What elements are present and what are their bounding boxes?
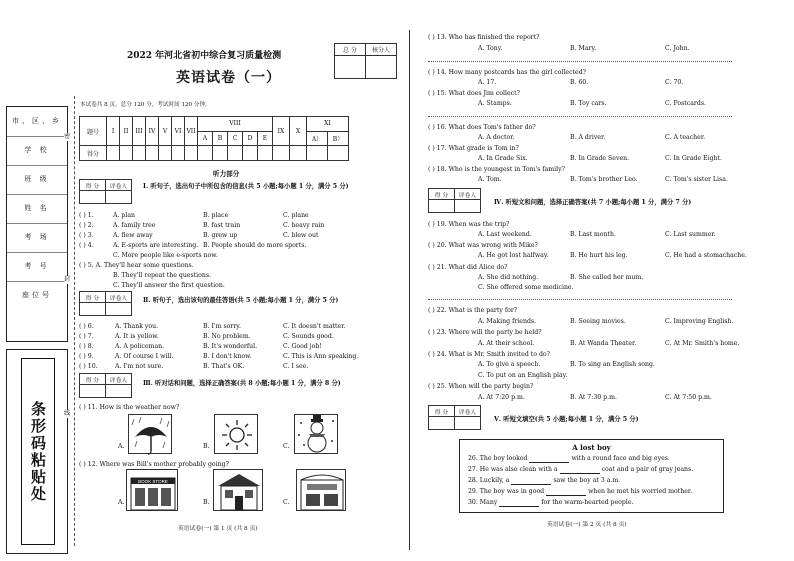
text-right-items-5-q: ( ) 18. Who is the youngest in Tom's family? (428, 166, 565, 173)
barcode-label: 条形码粘贴处 (21, 358, 55, 545)
text-score_table-numerals-0: I (107, 117, 120, 146)
text-listening-sec3-opts-1[interactable]: B. (203, 499, 210, 506)
section-1-title: Ⅰ. 听句子，选出句子中所包含的信息(共 5 小题;每小题 1 分，满分 5 分) (143, 183, 349, 190)
text-right-items-5-c[interactable]: C. Tom's sister Lisa. (665, 176, 728, 183)
text-right-items-2-q: ( ) 15. What does Jim collect? (428, 90, 520, 97)
text-listening-sec2-items-1-b[interactable]: B. No problem. (203, 333, 251, 340)
grader-box-5 (428, 405, 481, 430)
grader-box-2 (79, 291, 132, 316)
text-right-q21: ( ) 21. What did Alice do? (428, 264, 508, 271)
sun-icon[interactable] (214, 414, 258, 454)
text-listening-sec1-items-1-a[interactable]: A. family tree (113, 222, 156, 229)
text-listening-sec2-items-0-p: ( ) 6. (79, 323, 94, 330)
text-right-q25opts-1[interactable]: B. At 7:30 p.m. (570, 394, 617, 401)
text-listening-sec2-items-4-p: ( ) 10. (79, 363, 98, 370)
section-4-title: Ⅳ. 听短文和问题，选择正确答案(共 7 小题;每小题 1 分，满分 7 分) (494, 199, 692, 206)
text-score_table-viii_sub-1: B (213, 131, 228, 146)
text-right-story_lines-1-0: 27. He was also clean with a (468, 466, 558, 473)
text-right-items3-0-b[interactable]: B. Seeing movies. (570, 318, 626, 325)
text-listening-sec3-opts-2[interactable]: C. (283, 499, 290, 506)
text-right-story_lines-1-1: coat and a pair of gray jeans. (601, 466, 694, 473)
shop-icon[interactable] (296, 469, 346, 511)
text-right-items-4-a[interactable]: A. In Grade Six. (478, 155, 528, 162)
text-right-q25opts-0[interactable]: A. At 7:20 p.m. (478, 394, 525, 401)
text-listening-sec1-items-0-c[interactable]: C. plane (283, 212, 309, 219)
field-name[interactable] (7, 194, 67, 224)
text-right-q24c[interactable]: C. To put on an English play. (478, 372, 568, 379)
text-right-items-0-a[interactable]: A. Tony. (478, 45, 503, 52)
text-listening-sec3-opts-2[interactable]: C. (283, 443, 290, 450)
text-listening-sec2-items-2-a[interactable]: A. A policeman. (115, 343, 165, 350)
text-score_table-numerals-2: III (133, 117, 146, 146)
text-listening-sec1-items-1-b[interactable]: B. fast train (203, 222, 241, 229)
text-right-items2-0-b[interactable]: B. Last month. (570, 231, 616, 238)
text-right-items-0-q: ( ) 13. Who has finished the report? (428, 34, 540, 41)
text-right-q24a[interactable]: A. To give a speech. (478, 361, 541, 368)
text-right-items3-1-q: ( ) 23. Where will the party be held? (428, 329, 542, 336)
text-score_table-viii_sub-2: C (228, 131, 243, 146)
text-right-items-3-a[interactable]: A. A doctor. (478, 134, 515, 141)
text-right-items3-0-q: ( ) 22. What is the party for? (428, 307, 518, 314)
text-listening-sec3-opts-0[interactable]: A. (118, 499, 125, 506)
text-listening-sec1-items-2-a[interactable]: A. flew away (113, 232, 153, 239)
text-right-items-1-a[interactable]: A. 17. (478, 79, 497, 86)
field-class[interactable] (7, 165, 67, 195)
seal-mark-1: 密 (64, 133, 71, 140)
text-right-story_lines-0-1: with a round face and big eyes. (571, 455, 670, 462)
page-divider (409, 30, 410, 550)
text-listening-sec2-items-2-p: ( ) 8. (79, 343, 94, 350)
text-listening-sec2-items-0-a[interactable]: A. Thank you. (115, 323, 159, 330)
text-sidebar-fields-3: 姓 名 (24, 204, 50, 212)
text-score_table-numerals-5: VI (172, 117, 185, 146)
text-score_table-xi_label: XI (307, 117, 349, 132)
text-right-story_lines-2-0: 28. Luckily, a (468, 477, 510, 484)
text-listening-sec2-items-4-a[interactable]: A. I'm not sure. (115, 363, 164, 370)
text-right-items-3-b[interactable]: B. A driver. (570, 134, 606, 141)
text-right-items2-0-q: ( ) 19. When was the trip? (428, 221, 510, 228)
text-listening-sec2-items-4-c[interactable]: C. I see. (283, 363, 309, 370)
text-right-items-1-c[interactable]: C. 70. (665, 79, 684, 86)
text-listening-mini_labels-1: 评卷人 (106, 180, 132, 191)
paper-note: 本试卷共 8 页。总分 120 分，考试时间 120 分钟。 (80, 102, 211, 108)
text-listening-mini_labels-0: 得 分 (429, 189, 455, 200)
building-icon[interactable] (213, 469, 263, 511)
text-right-items2-1-c[interactable]: C. He had a stomachache. (665, 252, 747, 259)
text-score_table-viii_sub-0: A (198, 131, 213, 146)
text-listening-sec2-items-4-b[interactable]: B. That's OK. (203, 363, 245, 370)
text-right-items-1-b[interactable]: B. 60. (570, 79, 589, 86)
text-right-items3-0-c[interactable]: C. Improving English. (665, 318, 734, 325)
text-right-q25: ( ) 25. When will the party begin? (428, 383, 534, 390)
text-right-items2-0-a[interactable]: A. Last weekend. (478, 231, 532, 238)
question-11: ( ) 11. How is the weather now? (79, 404, 180, 411)
text-score_table-after-0: IX (273, 117, 290, 146)
listening-heading: 听力部分 (213, 170, 240, 178)
text-right-story_lines-3-1: when he met his worried mother. (588, 488, 693, 495)
text-listening-sec1-items-2-c[interactable]: C. blew out (283, 232, 319, 239)
text-right-q24: ( ) 24. What is Mr. Smith invited to do? (428, 351, 550, 358)
text-right-items-2-c[interactable]: C. Postcards. (665, 100, 706, 107)
text-right-q25opts-2[interactable]: C. At 7:50 p.m. (665, 394, 712, 401)
text-listening-sec1-q5-0[interactable]: ( ) 5. A. They'll hear some questions. (79, 262, 194, 269)
text-sidebar-fields-4: 考 场 (24, 233, 50, 241)
field-exam-room[interactable] (7, 223, 67, 253)
question-12: ( ) 12. Where was Bill's mother probably going? (79, 461, 229, 468)
text-right-items3-1-c[interactable]: C. At Mr. Smith's home. (665, 340, 740, 347)
exam-title: 2022 年河北省初中综合复习质量检测 (127, 51, 282, 61)
seal-mark-2: 封 (64, 276, 71, 283)
text-right-items-4-b[interactable]: B. In Grade Seven. (570, 155, 630, 162)
student-info-box (6, 106, 71, 342)
text-right-q21a[interactable]: A. She did nothing. (478, 274, 539, 281)
text-score_table-xi_sub-1: B） (328, 131, 349, 146)
total-score-box (334, 43, 397, 79)
text-score_table-after-1: X (290, 117, 307, 146)
text-right-story_lines-4-1: for the warm-hearted people. (541, 499, 634, 506)
text-right-q21c[interactable]: C. She offered some medicine. (478, 284, 574, 291)
text-listening-sec1-items-0-a[interactable]: A. plan (113, 212, 136, 219)
text-listening-sec2-items-1-c[interactable]: C. Sounds good. (283, 333, 334, 340)
text-sidebar-fields-0: 市、区、乡 (12, 117, 62, 125)
text-right-items-3-q: ( ) 16. What does Tom's father do? (428, 124, 536, 131)
text-listening-sec2-items-2-b[interactable]: B. It's wonderful. (203, 343, 258, 350)
text-listening-sec2-items-3-p: ( ) 9. (79, 353, 94, 360)
text-right-items2-1-a[interactable]: A. He got lost halfway. (478, 252, 549, 259)
text-listening-sec1-items-1-c[interactable]: C. heavy rain (283, 222, 325, 229)
footer-page-1: 英语试卷(一) 第 1 页 (共 8 页) (178, 526, 258, 532)
text-sidebar-fields-5: 考 号 (24, 262, 50, 270)
field-exam-number[interactable] (7, 252, 67, 282)
text-right-items-5-a[interactable]: A. Tom. (478, 176, 502, 183)
score-table (79, 116, 349, 161)
text-listening-sec2-items-3-b[interactable]: B. I don't know. (203, 353, 252, 360)
text-listening-sec2-items-0-b[interactable]: B. I'm sorry. (203, 323, 241, 330)
text-right-items-0-c[interactable]: C. John. (665, 45, 690, 52)
text-listening-sec2-items-1-a[interactable]: A. It is yellow. (115, 333, 159, 340)
text-score_table-row2_label: 得分 (80, 146, 107, 161)
text-listening-mini_labels-1: 评卷人 (455, 406, 481, 417)
text-right-items-0-b[interactable]: B. Mary. (570, 45, 597, 52)
text-right-items3-0-a[interactable]: A. Making friends. (478, 318, 537, 325)
text-listening-mini_labels-1: 评卷人 (455, 189, 481, 200)
text-right-items3-1-a[interactable]: A. At their school. (478, 340, 535, 347)
text-score_table-row1_label: 题号 (80, 117, 107, 146)
text-score_table-viii_sub-4: E (258, 131, 273, 146)
text-listening-sec2-items-1-p: ( ) 7. (79, 333, 94, 340)
seal-mark-3: 线 (64, 410, 71, 417)
text-right-items-4-c[interactable]: C. In Grade Eight. (665, 155, 722, 162)
text-header-score_labels-0: 总 分 (335, 44, 366, 56)
text-right-story_lines-4-0: 30. Many (468, 499, 498, 506)
text-right-items-2-a[interactable]: A. Stamps. (478, 100, 512, 107)
text-listening-mini_labels-0: 得 分 (429, 406, 455, 417)
text-right-q21b[interactable]: B. She called her mum. (570, 274, 644, 281)
bookstore-icon[interactable] (126, 469, 178, 511)
text-listening-sec1-q5-2[interactable]: C. They'll answer the first question. (113, 282, 225, 289)
text-listening-sec1-items-3-p: ( ) 4. (79, 242, 94, 249)
paper-title: 英语试卷（一） (176, 70, 281, 86)
text-listening-sec2-items-2-c[interactable]: C. Good job! (283, 343, 322, 350)
story-title: A lost boy (572, 443, 611, 452)
text-listening-sec1-items-2-p: ( ) 3. (79, 232, 94, 239)
text-listening-mini_labels-1: 评卷人 (106, 374, 132, 385)
text-listening-sec1-items-1-p: ( ) 2. (79, 222, 94, 229)
grader-box-3 (79, 373, 132, 398)
section-2-title: Ⅱ. 听句子，选出该句的最佳答语(共 5 小题;每小题 1 分，满分 5 分) (143, 297, 339, 304)
section-5-title: Ⅴ. 听短文填空(共 5 小题;每小题 1 分，满分 5 分) (494, 416, 639, 423)
text-right-q24b[interactable]: B. To sing an English song. (570, 361, 655, 368)
barcode-area (6, 349, 71, 554)
text-right-story_lines-2-1: saw the boy at 3 a.m. (553, 477, 621, 484)
text-sidebar-fields-6: 座位号 (22, 291, 52, 299)
text-right-items2-0-c[interactable]: C. Last summer. (665, 231, 716, 238)
text-sidebar-fields-2: 班 级 (24, 175, 50, 183)
section-3-title: Ⅲ. 听对话和问题，选择正确答案(共 8 小题;每小题 1 分，满分 8 分) (143, 380, 341, 387)
text-header-score_labels-1: 核分人 (366, 44, 397, 56)
text-right-items-3-c[interactable]: C. A teacher. (665, 134, 706, 141)
text-listening-sec1-items-3-b[interactable]: B. People should do more sports. (203, 242, 307, 249)
text-listening-sec3-opts-1[interactable]: B. (203, 443, 210, 450)
text-score_table-viii_sub-3: D (243, 131, 258, 146)
text-listening-sec1-items-2-b[interactable]: B. grew up (203, 232, 238, 239)
text-listening-sec2-items-3-c[interactable]: C. This is Ann speaking. (283, 353, 359, 360)
text-listening-sec1-items-3-a[interactable]: A. E-sports are interesting. (113, 242, 199, 249)
text-listening-sec1-items-0-p: ( ) 1. (79, 212, 94, 219)
text-listening-sec1-q4c[interactable]: C. More people like e-sports now. (113, 252, 218, 259)
text-right-items2-1-q: ( ) 20. What was wrong with Mike? (428, 242, 538, 249)
text-listening-sec2-items-3-a[interactable]: A. Of course I will. (115, 353, 174, 360)
text-listening-sec1-q5-1[interactable]: B. They'll repeat the questions. (113, 272, 211, 279)
text-score_table-numerals-6: VII (185, 117, 198, 146)
text-right-items2-1-b[interactable]: B. He hurt his leg. (570, 252, 628, 259)
text-listening-mini_labels-1: 评卷人 (106, 292, 132, 303)
field-school[interactable] (7, 136, 67, 166)
story-box (459, 439, 724, 513)
text-listening-sec2-items-0-c[interactable]: C. It doesn't matter. (283, 323, 346, 330)
text-score_table-numerals-4: V (159, 117, 172, 146)
text-listening-mini_labels-0: 得 分 (80, 374, 106, 385)
text-right-items-5-b[interactable]: B. Tom's brother Leo. (570, 176, 638, 183)
text-score_table-numerals-3: IV (146, 117, 159, 146)
text-right-items-1-q: ( ) 14. How many postcards has the girl collected? (428, 69, 586, 76)
text-listening-mini_labels-0: 得 分 (80, 292, 106, 303)
text-score_table-numerals-1: II (120, 117, 133, 146)
text-listening-sec3-opts-0[interactable]: A. (118, 443, 125, 450)
field-district[interactable] (7, 107, 67, 137)
text-sidebar-fields-1: 学 校 (24, 146, 50, 154)
store-sign: BOOK STORE (138, 479, 168, 484)
text-listening-sec1-items-0-b[interactable]: B. place (203, 212, 229, 219)
field-seat-number[interactable] (7, 281, 67, 310)
text-right-items3-1-b[interactable]: B. At Wanda Theater. (570, 340, 637, 347)
text-right-story_lines-3-0: 29. The boy was in good (468, 488, 545, 495)
grader-box-1 (79, 179, 132, 204)
text-right-items-2-b[interactable]: B. Toy cars. (570, 100, 607, 107)
text-right-items-4-q: ( ) 17. What grade is Tom in? (428, 145, 519, 152)
text-right-story_lines-0-0: 26. The boy looked (468, 455, 528, 462)
text-listening-mini_labels-0: 得 分 (80, 180, 106, 191)
grader-box-4 (428, 188, 481, 213)
seal-line (74, 96, 75, 546)
text-score_table-xi_sub-0: A） (307, 131, 328, 146)
text-score_table-viii_label: VIII (198, 117, 273, 132)
snowman-icon[interactable] (294, 414, 338, 454)
rainy-umbrella-icon[interactable] (128, 414, 172, 454)
footer-page-2: 英语试卷(一) 第 2 页 (共 8 页) (547, 522, 627, 528)
